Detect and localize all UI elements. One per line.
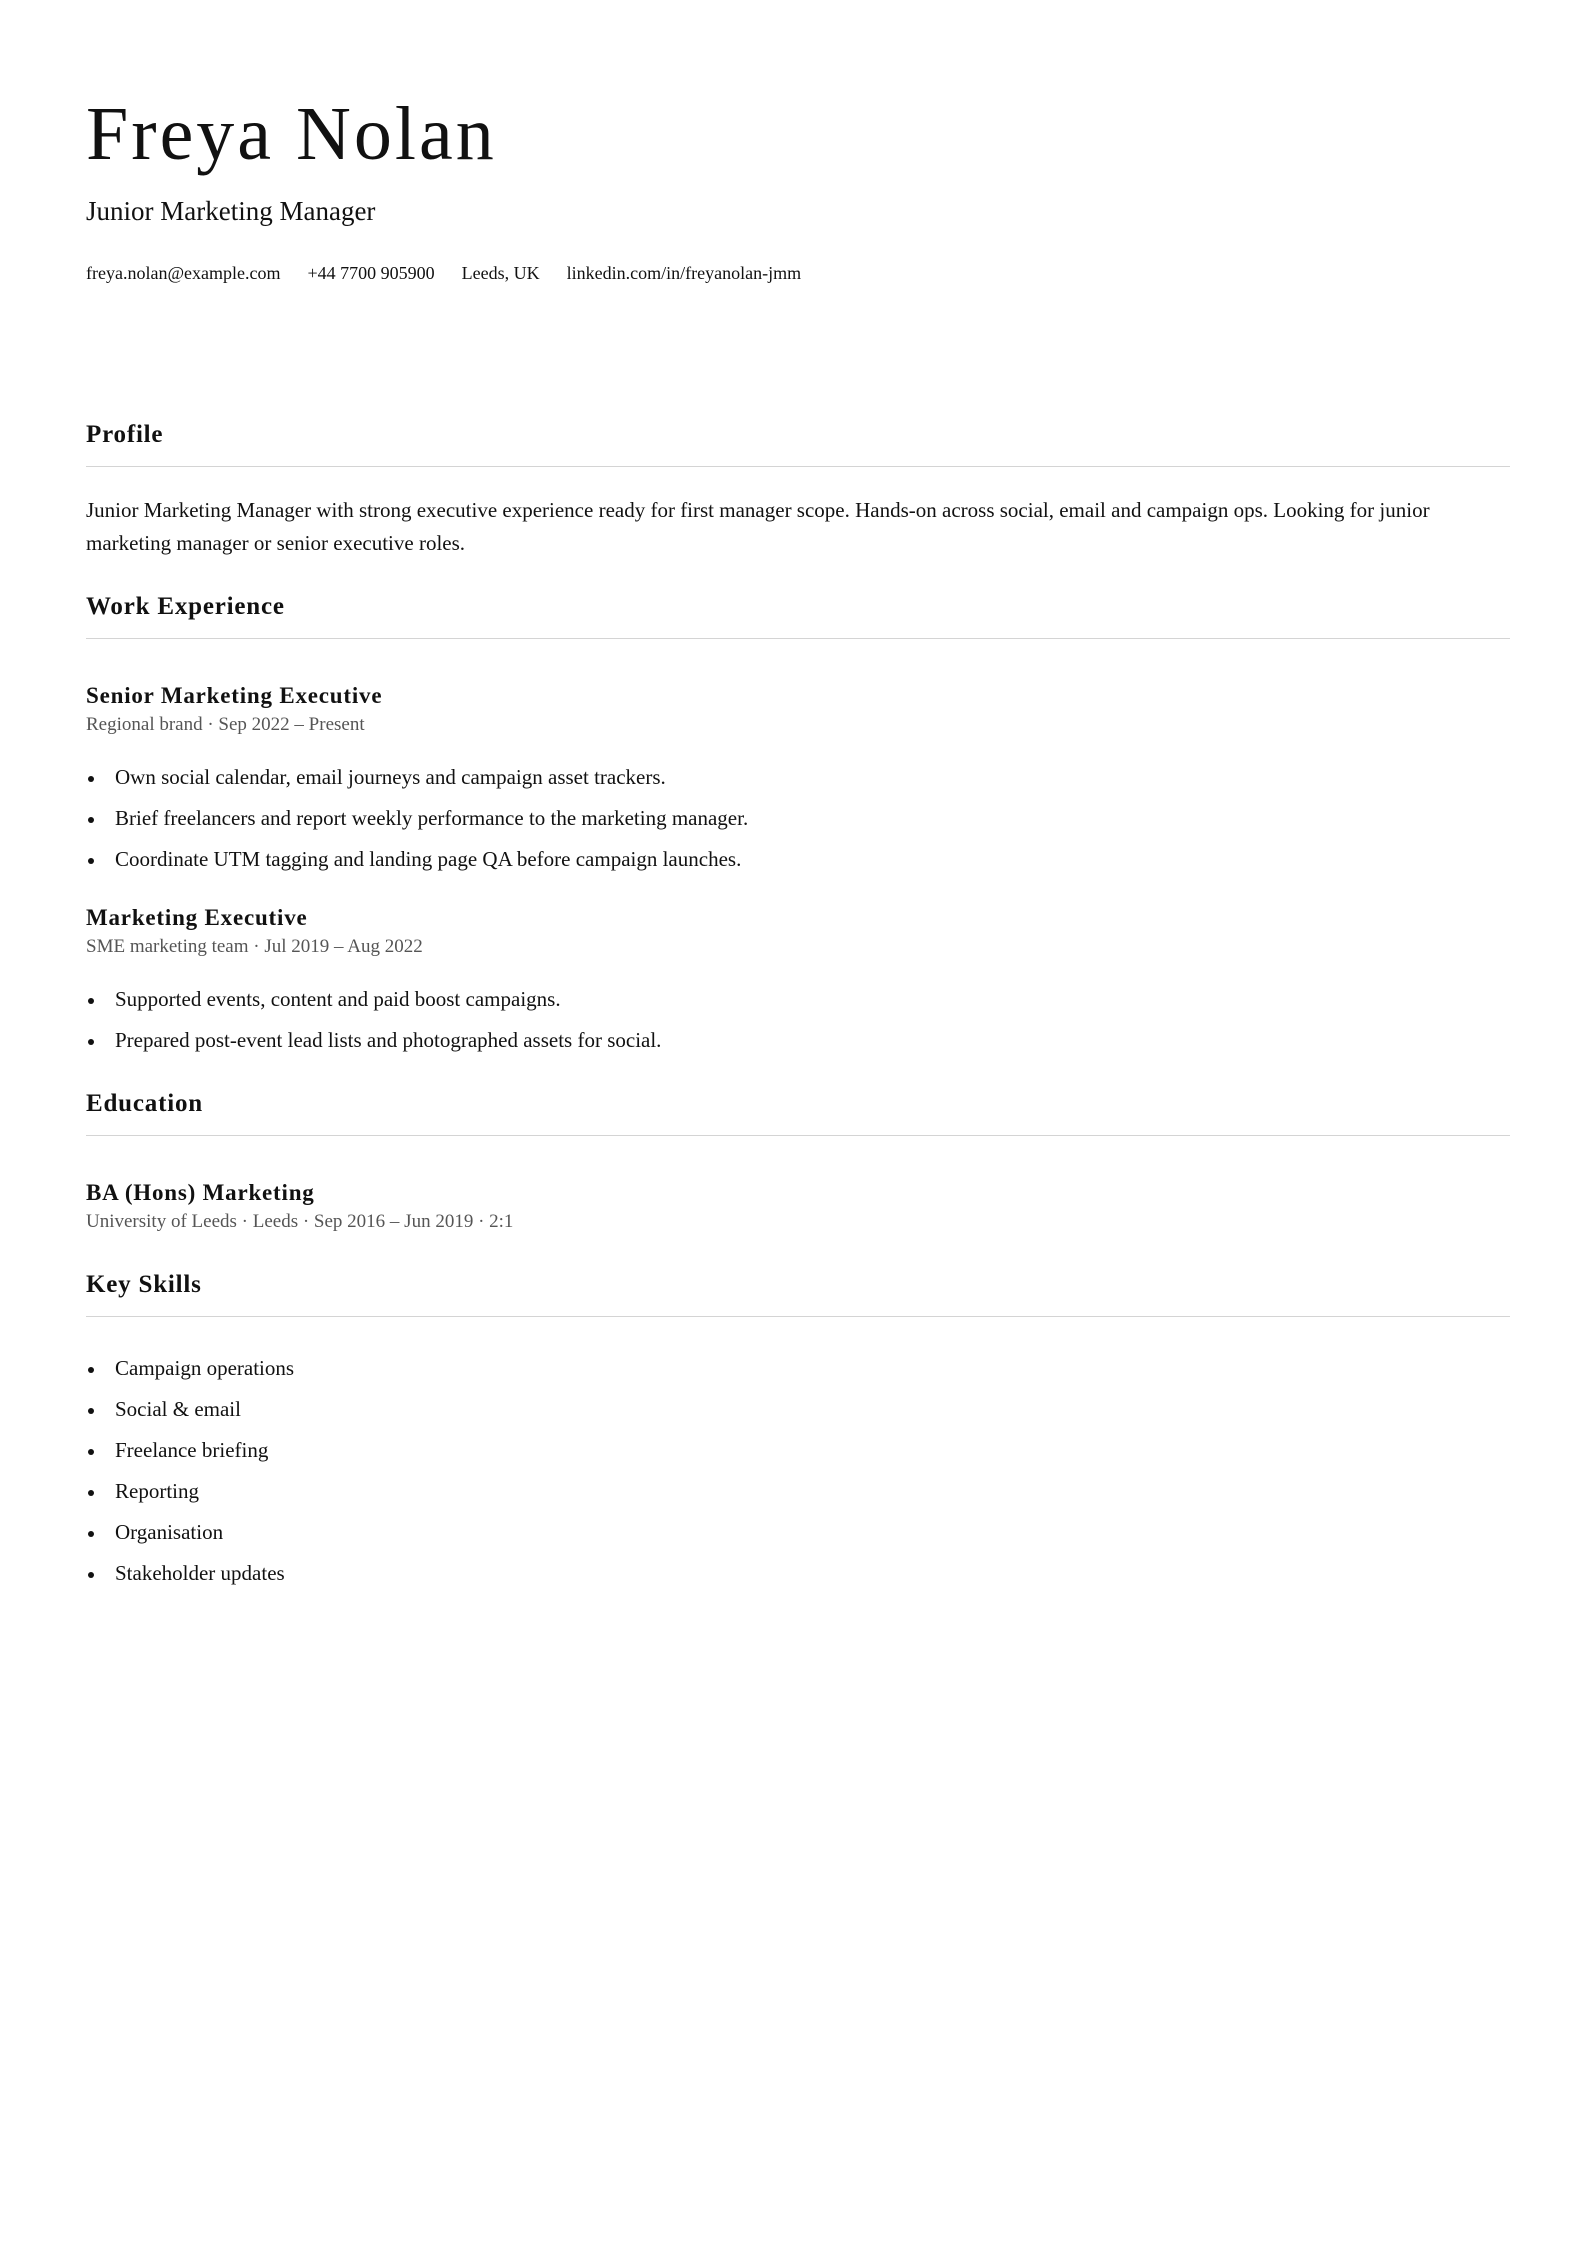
list-item: Social & email — [86, 1399, 1510, 1440]
list-item: Reporting — [86, 1481, 1510, 1522]
section-heading-education: Education — [86, 1090, 203, 1117]
job-meta: Regional brand · Sep 2022 – Present — [86, 714, 365, 735]
section-heading-skills: Key Skills — [86, 1271, 202, 1298]
list-item: Organisation — [86, 1522, 1510, 1563]
list-item: Own social calendar, email journeys and campaign asset trackers. — [86, 767, 1510, 808]
section-heading-experience: Work Experience — [86, 593, 285, 620]
job-entry — [86, 905, 1510, 1052]
list-item: Freelance briefing — [86, 1440, 1510, 1481]
section-divider — [86, 1135, 1510, 1136]
contact-location: Leeds, UK — [461, 263, 540, 283]
list-item: Prepared post-event lead lists and photographed assets for social. — [86, 1030, 1510, 1071]
list-item: Stakeholder updates — [86, 1563, 1510, 1604]
section-divider — [86, 1316, 1510, 1317]
job-bullets — [86, 767, 1510, 890]
job-meta: SME marketing team · Jul 2019 – Aug 2022 — [86, 936, 423, 957]
education-meta: University of Leeds · Leeds · Sep 2016 – Jun 2019 · 2:1 — [86, 1211, 514, 1232]
experience-section — [86, 593, 1510, 1052]
job-entry — [86, 683, 1510, 871]
candidate-name: Freya Nolan — [86, 92, 497, 176]
list-item: Brief freelancers and report weekly performance to the marketing manager. — [86, 808, 1510, 849]
contact-phone[interactable]: +44 7700 905900 — [307, 263, 435, 283]
list-item: Campaign operations — [86, 1358, 1510, 1399]
skills-section — [86, 1271, 1510, 1585]
job-title: Senior Marketing Executive — [86, 683, 383, 708]
section-heading-profile: Profile — [86, 421, 164, 448]
contact-linkedin[interactable]: linkedin.com/in/freyanolan-jmm — [566, 263, 802, 283]
section-divider — [86, 638, 1510, 639]
contact-line — [86, 264, 801, 282]
skills-list — [86, 1358, 1510, 1604]
degree-title: BA (Hons) Marketing — [86, 1180, 315, 1205]
profile-section — [86, 421, 1510, 555]
section-divider — [86, 466, 1510, 467]
list-item: Coordinate UTM tagging and landing page QA before campaign launches. — [86, 849, 1510, 890]
list-item: Supported events, content and paid boost campaigns. — [86, 989, 1510, 1030]
job-bullets — [86, 989, 1510, 1071]
education-section — [86, 1090, 1510, 1232]
contact-email[interactable]: freya.nolan@example.com — [86, 263, 281, 283]
job-title: Marketing Executive — [86, 905, 308, 930]
candidate-title: Junior Marketing Manager — [86, 196, 376, 226]
profile-summary: Junior Marketing Manager with strong executive experience ready for first manager scope. Hands-on across social, email and campaign ops. Looking for junior marketing manager or senior executive roles. — [86, 498, 1430, 555]
